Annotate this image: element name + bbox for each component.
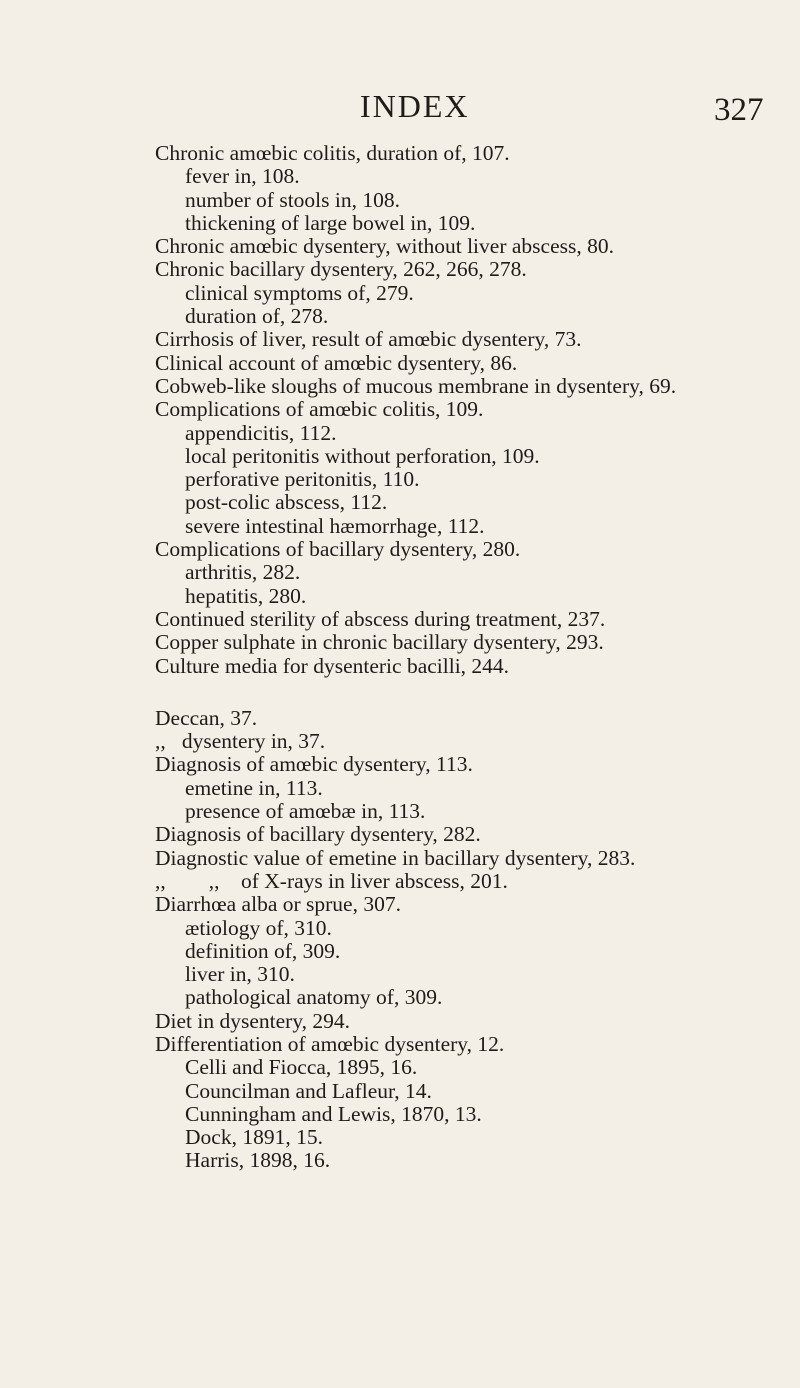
index-entry: Diagnosis of amœbic dysentery, 113.	[155, 752, 473, 777]
index-entries	[0, 142, 800, 1173]
index-subentry: Dock, 1891, 15.	[185, 1125, 323, 1150]
index-entry: Chronic amœbic colitis, duration of, 107.	[155, 141, 510, 165]
index-entry: Continued sterility of abscess during treatment, 237.	[155, 606, 606, 631]
index-subentry: Harris, 1898, 16.	[185, 1148, 331, 1173]
index-entry: Complications of bacillary dysentery, 280.	[155, 537, 521, 562]
index-subentry: presence of amœbæ in, 113.	[185, 799, 426, 824]
page-number: 327	[714, 92, 764, 128]
index-entry: Cirrhosis of liver, result of amœbic dysentery, 73.	[155, 327, 582, 352]
page-title: INDEX	[360, 88, 470, 124]
index-entry: Diagnostic value of emetine in bacillary dysentery, 283.	[155, 845, 636, 870]
index-subentry: perforative peritonitis, 110.	[185, 467, 420, 492]
index-subentry: pathological anatomy of, 309.	[185, 985, 443, 1010]
group-gap	[0, 678, 800, 707]
index-entry: Chronic amœbic dysentery, without liver abscess, 80.	[155, 234, 614, 259]
index-entry: Diarrhœa alba or sprue, 307.	[155, 892, 401, 917]
index-subentry: thickening of large bowel in, 109.	[185, 210, 476, 235]
index-subentry: number of stools in, 108.	[185, 187, 400, 212]
index-subentry: ætiology of, 310.	[185, 915, 332, 940]
index-group-d	[0, 707, 800, 1173]
index-subentry: duration of, 278.	[185, 304, 329, 329]
index-subentry: Cunningham and Lewis, 1870, 13.	[185, 1101, 482, 1126]
index-subentry: post-colic abscess, 112.	[185, 490, 388, 515]
index-subentry: definition of, 309.	[185, 938, 341, 963]
index-subentry: arthritis, 282.	[185, 560, 301, 585]
index-entry: ,, ,, of X-rays in liver abscess, 201.	[155, 868, 508, 893]
index-entry: Deccan, 37.	[155, 705, 258, 730]
index-subentry: Councilman and Lafleur, 14.	[185, 1078, 432, 1103]
index-entry: Chronic bacillary dysentery, 262, 266, 278.	[155, 257, 527, 282]
index-subentry: severe intestinal hæmorrhage, 112.	[185, 513, 485, 538]
index-subentry: liver in, 310.	[185, 962, 295, 987]
index-entry: Culture media for dysenteric bacilli, 244.	[155, 653, 510, 678]
index-subentry: local peritonitis without perforation, 109.	[185, 443, 540, 468]
index-subentry: appendicitis, 112.	[185, 420, 337, 445]
index-subentry: hepatitis, 280.	[185, 583, 307, 608]
index-entry: Diet in dysentery, 294.	[155, 1008, 351, 1033]
index-entry: Cobweb-like sloughs of mucous membrane in dysentery, 69.	[155, 373, 677, 398]
index-subentry: Celli and Fiocca, 1895, 16.	[185, 1055, 418, 1080]
index-subentry: emetine in, 113.	[185, 775, 323, 800]
index-entry: Copper sulphate in chronic bacillary dysentery, 293.	[155, 630, 604, 655]
index-subentry: clinical symptoms of, 279.	[185, 280, 414, 305]
index-entry: Differentiation of amœbic dysentery, 12.	[155, 1031, 505, 1056]
index-entry: ,, dysentery in, 37.	[155, 729, 326, 754]
index-entry: Clinical account of amœbic dysentery, 86.	[155, 350, 518, 375]
index-group-c	[0, 142, 800, 678]
running-head	[0, 86, 800, 130]
index-entry: Complications of amœbic colitis, 109.	[155, 397, 484, 422]
index-subentry: fever in, 108.	[185, 164, 300, 189]
index-entry: Diagnosis of bacillary dysentery, 282.	[155, 822, 481, 847]
